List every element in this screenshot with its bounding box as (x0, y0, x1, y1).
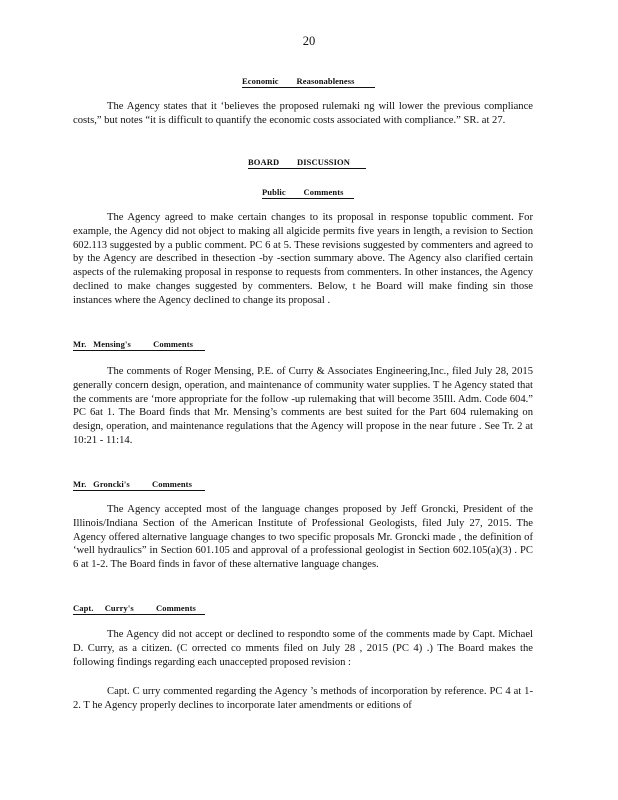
paragraph-groncki-comments (73, 503, 533, 572)
paragraph-economic-text: The Agency states that it ‘believes the proposed rulemaki ng will lower the previous compliance costs,” but notes “it is difficult to quantify the economic costs associated with compliance.” SR. at 27. (73, 101, 533, 126)
page-number: 20 (302, 34, 316, 48)
paragraph-public-text: The Agency agreed to make certain changes to its proposal in response topublic comment. For example, the Agency did not object to making all algicide permits five years in length, a revision to Section 602.113 suggested by a public comment. PC 6 at 5. These revisions suggested by commenters and agreed to by the Agency are described in thesection -by -section summary above. The Agency also clarified certain aspects of the rulemaking proposal in response to requests from commenters. In other instances, the Agency declined to make changes suggested by commenters. Below, t he Board will make finding sin those instances where the Agency declined to change its proposal . (73, 212, 533, 306)
paragraph-curry-comments (73, 628, 533, 669)
heading-public-comments: Public Comments (262, 187, 354, 199)
paragraph-economic-reasonableness (73, 100, 533, 128)
paragraph-public-comments (73, 211, 533, 308)
paragraph-curry-finding-text: Capt. C urry commented regarding the Agency ’s methods of incorporation by reference. PC 4 at 1- 2. T he Agency properly declines to incorporate later amendments or editions of (73, 686, 533, 711)
heading-groncki-comments: Mr. Groncki's Comments (73, 479, 205, 491)
paragraph-groncki-text: The Agency accepted most of the language changes proposed by Jeff Groncki, President of the Illinois/Indiana Section of the American Institute of Professional Geologists, filed July 27, 2015. The Agency offered alternative language changes to two specific proposals Mr. Groncki made , the definition of ‘well hydraulics” in Section 601.105 and approval of a professional geologist in Section 602.105(a)(3) . PC 6 at 1-2. The Board finds in favor of these alternative language changes. (73, 504, 533, 571)
paragraph-curry-text: The Agency did not accept or declined to respondto some of the comments made by Capt. Michael D. Curry, as a citizen. (C orrected co mments filed on July 28 , 2015 (PC 4) .) The Board makes the following findings regarding each unaccepted proposed revision : (73, 629, 533, 668)
paragraph-curry-finding (73, 685, 533, 713)
paragraph-mensing-comments (73, 365, 533, 448)
heading-economic-reasonableness: Economic Reasonableness (242, 76, 375, 88)
heading-mensing-comments: Mr. Mensing's Comments (73, 339, 205, 351)
paragraph-mensing-text: The comments of Roger Mensing, P.E. of Curry & Associates Engineering,Inc., filed July 28, 2015 generally concern design, operation, and maintenance of community water supplies. T he Agency stated that the comments are ‘more appropriate for the follow -up rulemaking that will become 35Ill. Adm. Code 604.” PC 6at 1. The Board finds that Mr. Mensing’s comments are best suited for the Part 604 rulemaking on design, operation, and maintenance regulations that the Agency will propose in the near future . See Tr. 2 at 10:21 - 11:14. (73, 366, 533, 446)
heading-board-discussion: BOARD DISCUSSION (248, 157, 366, 169)
heading-curry-comments: Capt. Curry's Comments (73, 603, 205, 615)
